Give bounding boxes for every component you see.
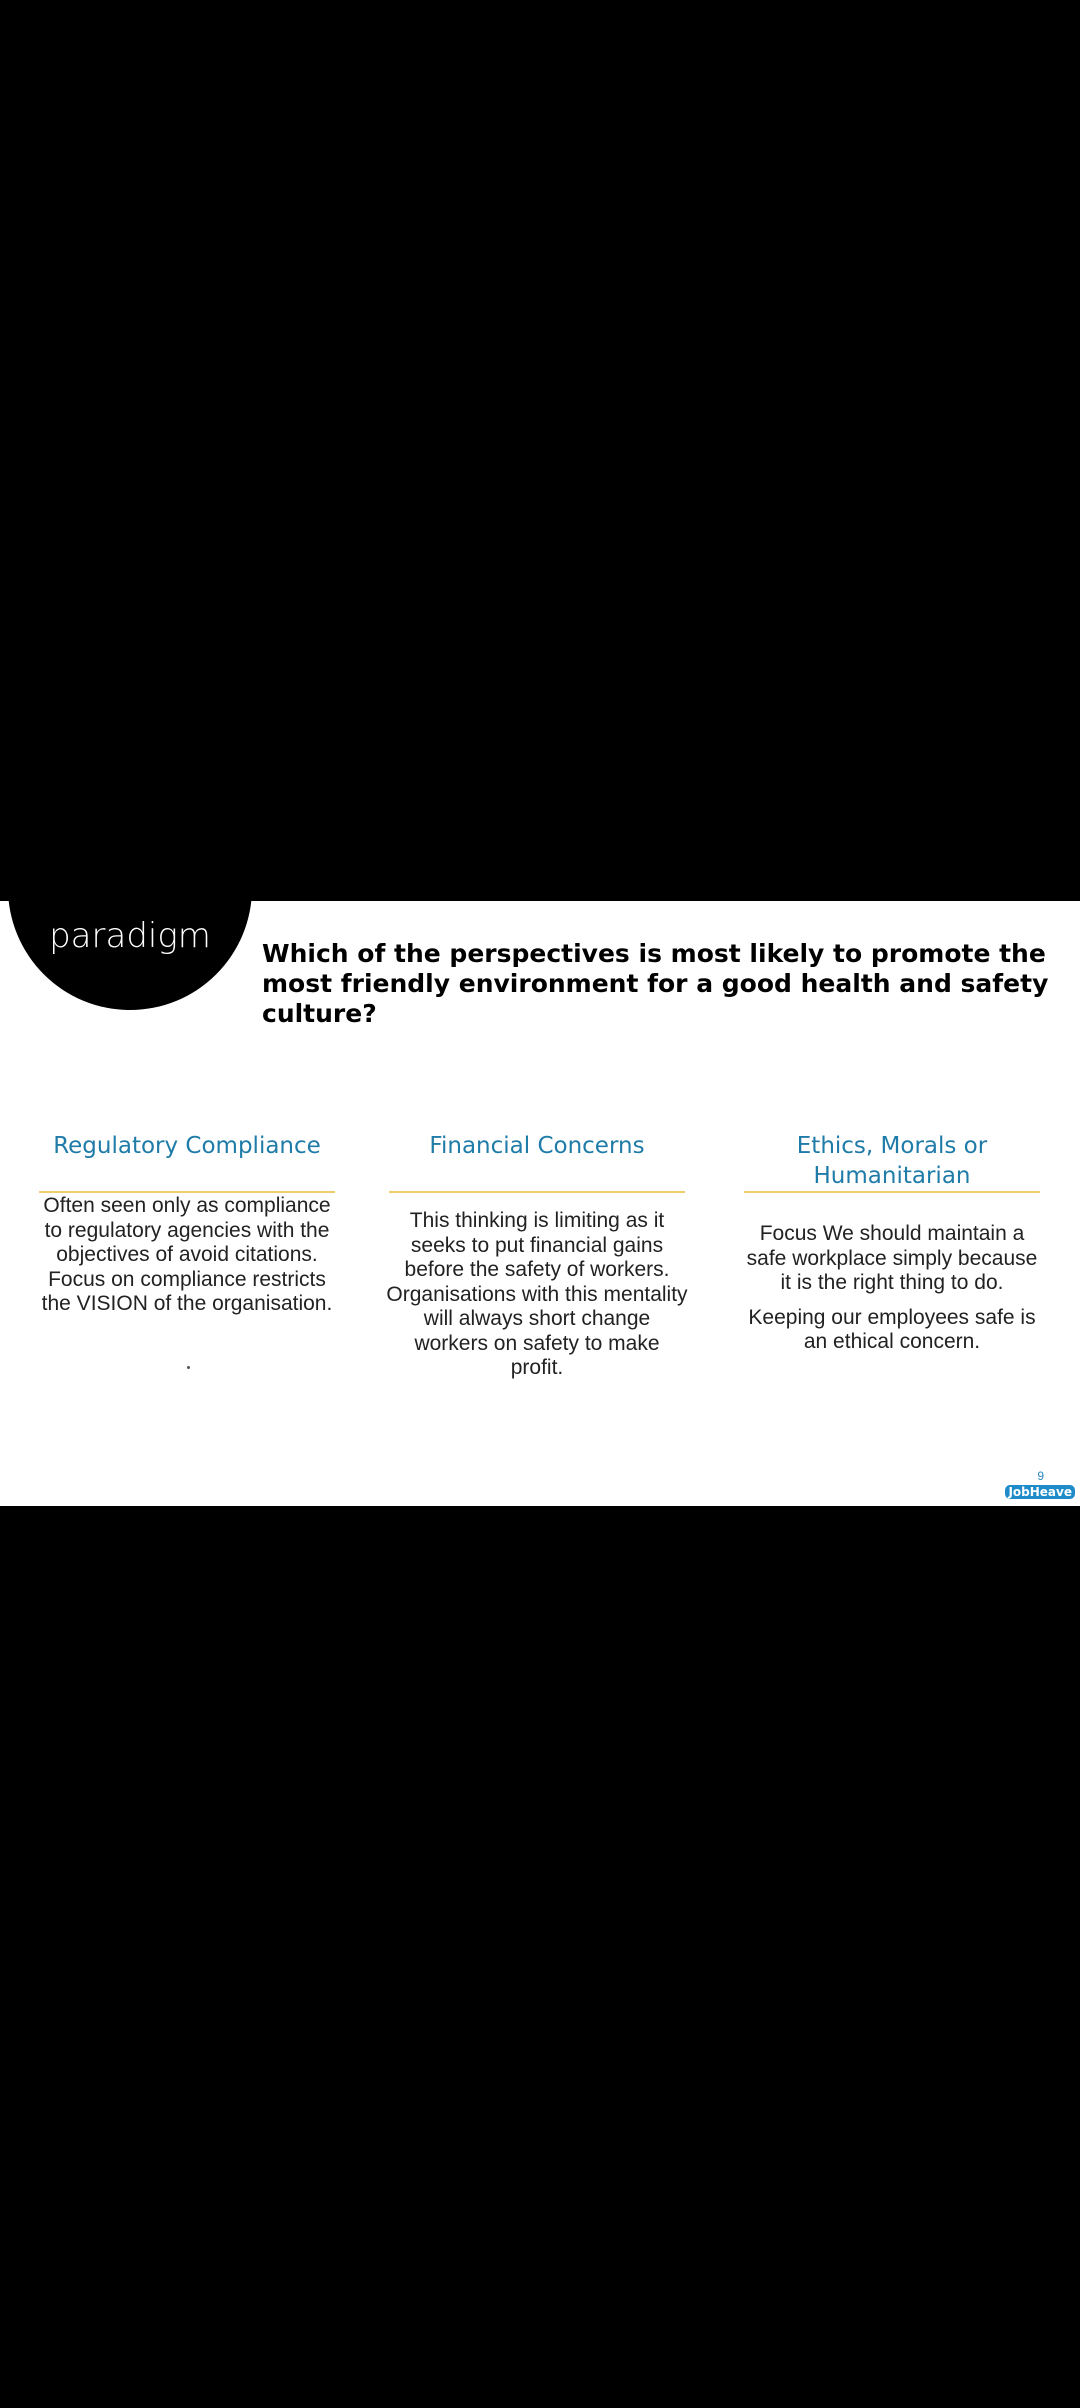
column-body-secondary: Keeping our employees safe is an ethical concern. [748, 1305, 1036, 1353]
column-financial-concerns [377, 1131, 697, 1381]
page-number: 9 [1037, 1469, 1044, 1483]
slide-question: Which of the perspectives is most likely to promote the most friendly environment for a good health and safety culture? [262, 939, 1049, 1028]
column-ethics-morals [732, 1131, 1052, 1355]
paradigm-badge [8, 901, 252, 1010]
slide [0, 901, 1080, 1506]
stray-dot [187, 1366, 190, 1369]
column-divider [744, 1191, 1040, 1193]
column-regulatory-compliance [27, 1131, 347, 1317]
column-divider [39, 1191, 335, 1193]
column-body: This thinking is limiting as it seeks to put financial gains before the safety of workers. Organisations with this mentality will always short change workers on safety to make profit. [386, 1209, 688, 1379]
badge-label: paradigm [49, 916, 211, 956]
jobheave-logo: JobHeave [1005, 1485, 1075, 1499]
column-body: Focus We should maintain a safe workplace simply because it is the right thing to do. [746, 1222, 1038, 1294]
column-heading: Regulatory Compliance [53, 1133, 321, 1159]
column-body: Often seen only as compliance to regulatory agencies with the objectives of avoid citations. Focus on compliance restricts the VISION of the organisation. [41, 1194, 333, 1315]
column-heading: Financial Concerns [429, 1133, 645, 1159]
column-divider [389, 1191, 685, 1193]
column-heading: Ethics, Morals or Humanitarian [796, 1133, 988, 1189]
